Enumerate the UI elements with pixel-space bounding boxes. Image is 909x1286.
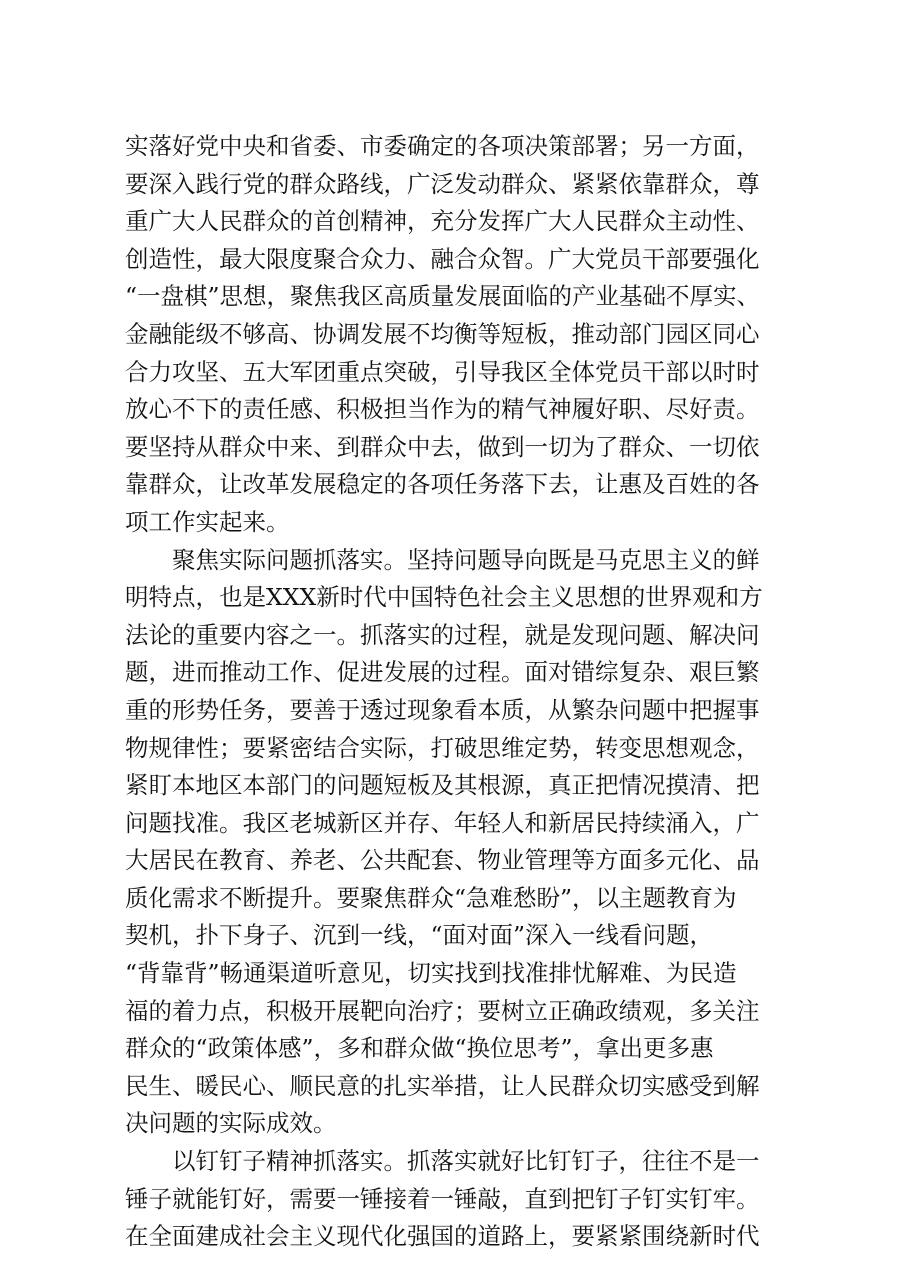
text-line: 契机，扑下身子、沉到一线，“面对面”深入一线看问题，: [125, 921, 714, 950]
text-line: 锤子就能钉好，需要一锤接着一锤敲，直到把钉子钉实钉牢。: [125, 1184, 760, 1213]
text-line: 重的形势任务，要善于透过现象看本质，从繁杂问题中把握事: [125, 695, 760, 724]
text-line: 重广大人民群众的首创精神，充分发挥广大人民群众主动性、: [125, 207, 760, 236]
text-line: 实落好党中央和省委、市委确定的各项决策部署；另一方面，: [125, 132, 760, 160]
text-line: 题，进而推动工作、促进发展的过程。面对错综复杂、艰巨繁: [125, 658, 760, 687]
text-line: 物规律性；要紧密结合实际，打破思维定势，转变思想观念，: [125, 733, 760, 762]
text-line: 决问题的实际成效。: [125, 1109, 337, 1138]
text-line: “一盘棋”思想，聚焦我区高质量发展面临的产业基础不厚实、: [125, 282, 761, 311]
text-line: 金融能级不够高、协调发展不均衡等短板，推动部门园区同心: [125, 319, 760, 348]
text-line: 福的着力点，积极开展靶向治疗；要树立正确政绩观，多关注: [125, 996, 760, 1025]
text-line: 放心不下的责任感、积极担当作为的精气神履好职、尽好责。: [125, 395, 760, 424]
text-line: 问题找准。我区老城新区并存、年轻人和新居民持续涌入，广: [125, 808, 760, 837]
text-line: 合力攻坚、五大军团重点突破，引导我区全体党员干部以时时: [125, 357, 760, 386]
text-line: 创造性，最大限度聚合众力、融合众智。广大党员干部要强化: [125, 244, 760, 273]
text-line: 靠群众，让改革发展稳定的各项任务落下去，让惠及百姓的各: [125, 470, 760, 499]
text-line: 法论的重要内容之一。抓落实的过程，就是发现问题、解决问: [125, 620, 760, 649]
paragraph-heading-line: 以钉钉子精神抓落实。抓落实就好比钉钉子，往往不是一: [125, 1147, 760, 1176]
document-body: [125, 128, 805, 1256]
text-line: 质化需求不断提升。要聚焦群众“急难愁盼”，以主题教育为: [125, 883, 737, 912]
text-line: 明特点，也是XXX新时代中国特色社会主义思想的世界观和方: [125, 583, 763, 612]
text-line: 在全面建成社会主义现代化强国的道路上，要紧紧围绕新时代: [125, 1222, 760, 1251]
text-line: 大居民在教育、养老、公共配套、物业管理等方面多元化、品: [125, 846, 760, 875]
text-line: 紧盯本地区本部门的问题短板及其根源，真正把情况摸清、把: [125, 771, 760, 800]
paragraph-heading-line: 聚焦实际问题抓落实。坚持问题导向既是马克思主义的鲜: [125, 545, 760, 574]
text-line: 群众的“政策体感”，多和群众做“换位思考”，拿出更多惠: [125, 1034, 714, 1063]
text-line: 民生、暖民心、顺民意的扎实举措，让人民群众切实感受到解: [125, 1071, 760, 1100]
text-line: “背靠背”畅通渠道听意见，切实找到找准排忧解难、为民造: [125, 959, 737, 988]
text-line: 要深入践行党的群众路线，广泛发动群众、紧紧依靠群众，尊: [125, 169, 760, 198]
text-line: 要坚持从群众中来、到群众中去，做到一切为了群众、一切依: [125, 432, 760, 461]
text-line: 项工作实起来。: [125, 507, 290, 536]
